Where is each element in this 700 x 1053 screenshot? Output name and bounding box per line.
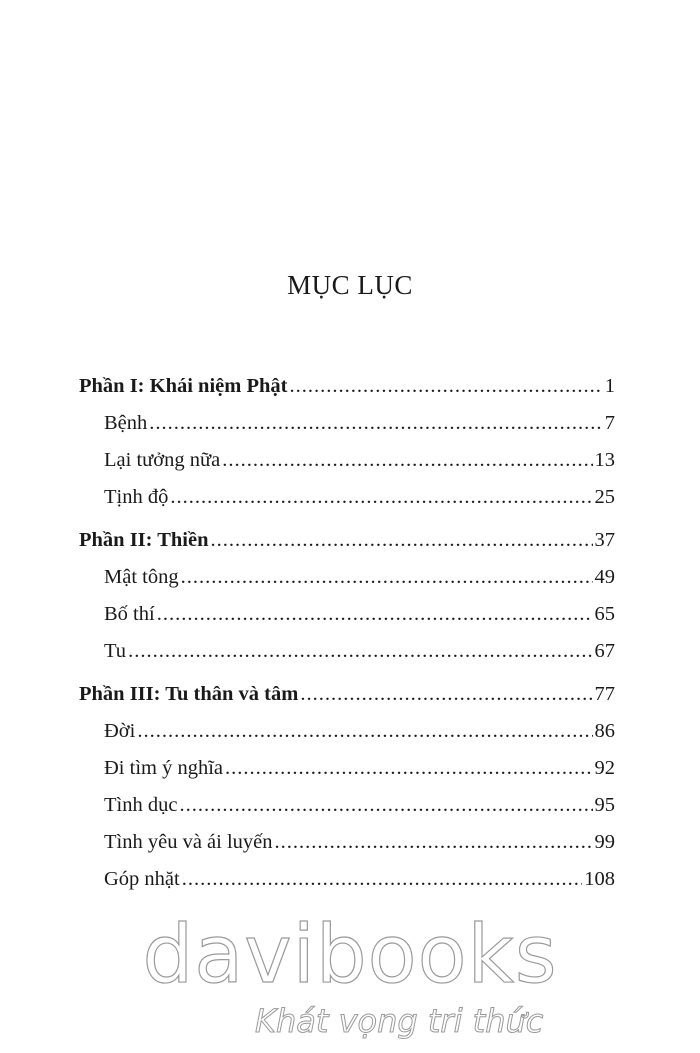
toc-entry-page: 108 (584, 868, 615, 890)
toc-entry-page: 13 (594, 449, 615, 471)
toc-list (79, 368, 615, 898)
toc-entry (79, 750, 615, 787)
dot-leader (170, 479, 592, 516)
toc-entry-label: Đi tìm ý nghĩa (104, 757, 224, 779)
toc-entry (79, 559, 615, 596)
dot-leader (300, 676, 592, 713)
toc-entry-label: Đời (104, 720, 136, 742)
toc-entry (79, 713, 615, 750)
toc-entry-page: 67 (594, 640, 615, 662)
dot-leader (275, 824, 593, 861)
toc-entry-page: 77 (594, 683, 615, 705)
toc-entry (79, 861, 615, 898)
toc-title: MỤC LỤC (287, 270, 413, 300)
toc-entry-page: 65 (594, 603, 615, 625)
toc-entry-page: 95 (594, 794, 615, 816)
dot-leader (289, 368, 602, 405)
toc-entry-label: Phần II: Thiền (79, 529, 209, 551)
toc-entry-label: Phần III: Tu thân và tâm (79, 683, 299, 705)
toc-entry-label: Tình dục (104, 794, 178, 816)
toc-entry-label: Bệnh (104, 412, 148, 434)
toc-entry-part (79, 522, 615, 559)
toc-entry (79, 633, 615, 670)
toc-entry-part (79, 368, 615, 405)
watermark-tagline: Khát vọng tri thức (255, 1002, 544, 1040)
toc-entry-label: Tu (104, 640, 127, 662)
toc-entry (79, 479, 615, 516)
toc-entry-page: 99 (594, 831, 615, 853)
dot-leader (222, 442, 592, 479)
toc-entry (79, 405, 615, 442)
toc-entry-page: 86 (594, 720, 615, 742)
toc-entry (79, 596, 615, 633)
dot-leader (179, 787, 592, 824)
toc-entry (79, 442, 615, 479)
toc-entry-page: 1 (604, 375, 615, 397)
dot-leader (137, 713, 592, 750)
toc-entry (79, 824, 615, 861)
toc-entry-part (79, 676, 615, 713)
toc-entry-label: Phần I: Khái niệm Phật (79, 375, 288, 397)
toc-entry-label: Bố thí (104, 603, 155, 625)
toc-entry-page: 25 (594, 486, 615, 508)
toc-entry-label: Lại tưởng nữa (104, 449, 221, 471)
dot-leader (157, 596, 593, 633)
toc-entry-page: 37 (594, 529, 615, 551)
toc-entry-page: 92 (594, 757, 615, 779)
toc-entry-label: Góp nhặt (104, 868, 180, 890)
dot-leader (128, 633, 592, 670)
toc-entry-label: Tịnh độ (104, 486, 169, 508)
dot-leader (182, 861, 583, 898)
dot-leader (211, 522, 593, 559)
toc-entry-page: 7 (604, 412, 615, 434)
toc-entry (79, 787, 615, 824)
watermark-brand: davibooks (142, 908, 558, 1001)
dot-leader (181, 559, 593, 596)
dot-leader (149, 405, 602, 442)
toc-entry-label: Tình yêu và ái luyến (104, 831, 273, 853)
toc-entry-label: Mật tông (104, 566, 179, 588)
toc-entry-page: 49 (594, 566, 615, 588)
dot-leader (225, 750, 592, 787)
